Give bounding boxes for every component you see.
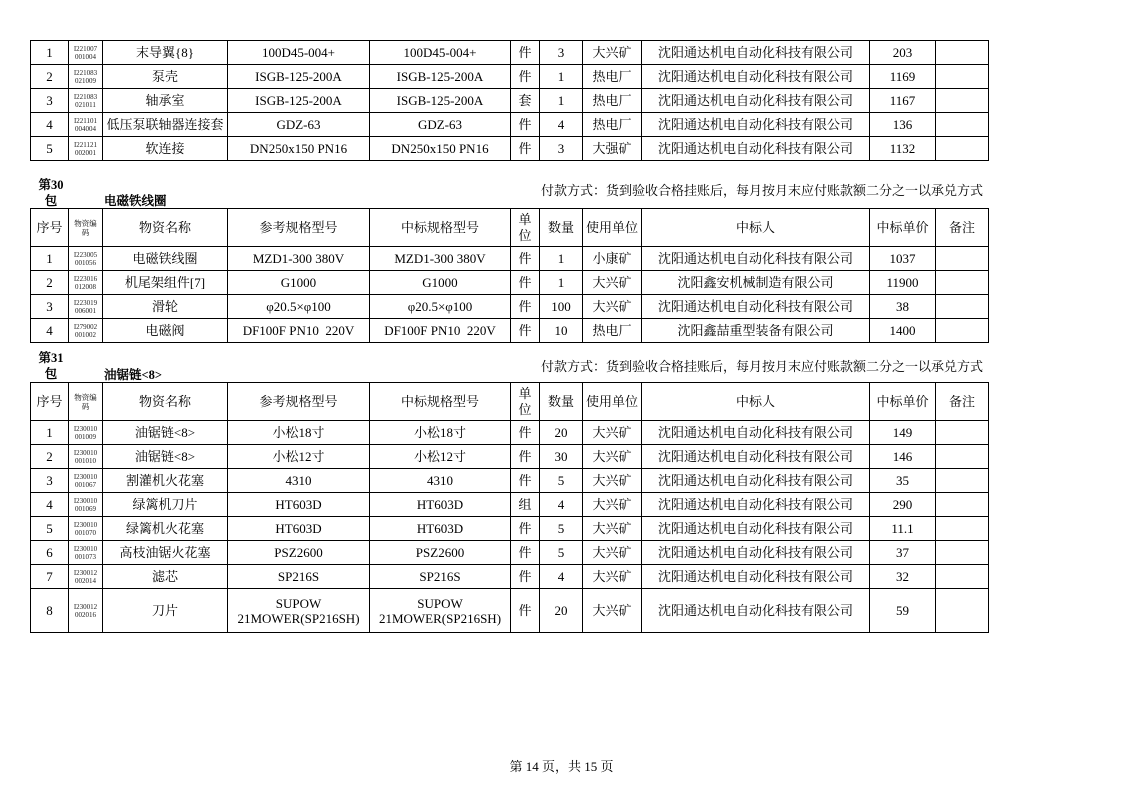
bid-spec-header: 中标规格型号 — [370, 383, 511, 421]
seq-cell: 2 — [31, 445, 69, 469]
bid-spec-cell: HT603D — [370, 493, 511, 517]
winner-cell: 沈阳通达机电自动化科技有限公司 — [642, 113, 870, 137]
qty-cell: 20 — [540, 421, 583, 445]
user-unit-cell: 大兴矿 — [583, 421, 642, 445]
name-cell: 刀片 — [103, 589, 228, 633]
ref-spec-cell: DN250x150 PN16 — [228, 137, 370, 161]
winner-cell: 沈阳通达机电自动化科技有限公司 — [642, 89, 870, 113]
seq-cell: 2 — [31, 65, 69, 89]
remark-cell — [936, 319, 989, 343]
name-cell: 滑轮 — [103, 295, 228, 319]
table-row — [31, 113, 989, 137]
code-cell: I230010 001067 — [69, 469, 103, 493]
code-cell: I221083 021009 — [69, 65, 103, 89]
qty-cell: 4 — [540, 493, 583, 517]
ref-spec-cell: MZD1-300 380V — [228, 247, 370, 271]
table-row — [31, 137, 989, 161]
unit-cell: 件 — [511, 589, 540, 633]
bid-spec-cell: DF100F PN10 220V — [370, 319, 511, 343]
unit-cell: 件 — [511, 517, 540, 541]
payment-terms: 付款方式：货到验收合格挂账后，每月按月末应付账款额二分之一以承兑方式 — [541, 359, 984, 374]
code-cell: I230012 002014 — [69, 565, 103, 589]
qty-cell: 1 — [540, 271, 583, 295]
price-cell: 136 — [870, 113, 936, 137]
package-bao-label: 包 — [44, 367, 58, 381]
seq-cell: 7 — [31, 565, 69, 589]
winner-header: 中标人 — [642, 383, 870, 421]
price-cell: 203 — [870, 41, 936, 65]
table-row — [31, 493, 989, 517]
user-unit-header: 使用单位 — [583, 209, 642, 247]
name-cell: 电磁铁线圈 — [103, 247, 228, 271]
price-cell: 35 — [870, 469, 936, 493]
bid-spec-cell: SP216S — [370, 565, 511, 589]
remark-header: 备注 — [936, 383, 989, 421]
price-cell: 1037 — [870, 247, 936, 271]
price-cell: 1400 — [870, 319, 936, 343]
price-cell: 149 — [870, 421, 936, 445]
bid-spec-cell: ISGB-125-200A — [370, 65, 511, 89]
user-unit-cell: 小康矿 — [583, 247, 642, 271]
name-cell: 电磁阀 — [103, 319, 228, 343]
bid-spec-cell: PSZ2600 — [370, 541, 511, 565]
bid-spec-cell: SUPOW 21MOWER(SP216SH) — [370, 589, 511, 633]
qty-cell: 3 — [540, 137, 583, 161]
qty-cell: 30 — [540, 445, 583, 469]
unit-cell: 套 — [511, 89, 540, 113]
remark-header: 备注 — [936, 209, 989, 247]
table-row — [31, 295, 989, 319]
code-cell: I230010 001009 — [69, 421, 103, 445]
remark-cell — [936, 271, 989, 295]
ref-spec-cell: HT603D — [228, 517, 370, 541]
ref-spec-cell: G1000 — [228, 271, 370, 295]
ref-spec-header: 参考规格型号 — [228, 209, 370, 247]
unit-cell: 件 — [511, 565, 540, 589]
ref-spec-cell: GDZ-63 — [228, 113, 370, 137]
unit-cell: 件 — [511, 247, 540, 271]
table-row — [31, 541, 989, 565]
table-row — [31, 565, 989, 589]
price-cell: 1169 — [870, 65, 936, 89]
package-bao-label: 包 — [44, 194, 58, 208]
bid-spec-cell: 100D45-004+ — [370, 41, 511, 65]
ref-spec-cell: DF100F PN10 220V — [228, 319, 370, 343]
remark-cell — [936, 137, 989, 161]
code-cell: I221121 002001 — [69, 137, 103, 161]
remark-cell — [936, 517, 989, 541]
unit-cell: 组 — [511, 493, 540, 517]
payment-terms: 付款方式：货到验收合格挂账后，每月按月末应付账款额二分之一以承兑方式 — [541, 183, 984, 198]
seq-cell: 1 — [31, 421, 69, 445]
code-cell: I230010 001070 — [69, 517, 103, 541]
ref-spec-cell: SUPOW 21MOWER(SP216SH) — [228, 589, 370, 633]
remark-cell — [936, 589, 989, 633]
seq-header: 序号 — [31, 383, 69, 421]
user-unit-cell: 热电厂 — [583, 113, 642, 137]
seq-cell: 1 — [31, 41, 69, 65]
price-cell: 146 — [870, 445, 936, 469]
user-unit-cell: 大强矿 — [583, 137, 642, 161]
user-unit-cell: 大兴矿 — [583, 41, 642, 65]
user-unit-cell: 热电厂 — [583, 65, 642, 89]
name-cell: 油锯链<8> — [103, 445, 228, 469]
winner-cell: 沈阳通达机电自动化科技有限公司 — [642, 493, 870, 517]
code-cell: I223016 012008 — [69, 271, 103, 295]
ref-spec-header: 参考规格型号 — [228, 383, 370, 421]
bid-spec-cell: HT603D — [370, 517, 511, 541]
unit-cell: 件 — [511, 469, 540, 493]
name-cell: 泵壳 — [103, 65, 228, 89]
price-cell: 37 — [870, 541, 936, 565]
package-31-table — [30, 382, 989, 633]
user-unit-cell: 大兴矿 — [583, 469, 642, 493]
package-number — [33, 350, 69, 382]
unit-cell: 件 — [511, 113, 540, 137]
package-number-label: 第31 — [38, 351, 64, 365]
bid-spec-cell: 4310 — [370, 469, 511, 493]
name-cell: 滤芯 — [103, 565, 228, 589]
ref-spec-cell: 小松12寸 — [228, 445, 370, 469]
name-cell: 割灌机火花塞 — [103, 469, 228, 493]
table-header-row — [31, 209, 989, 247]
ref-spec-cell: SP216S — [228, 565, 370, 589]
price-cell: 38 — [870, 295, 936, 319]
name-cell: 软连接 — [103, 137, 228, 161]
bid-spec-cell: DN250x150 PN16 — [370, 137, 511, 161]
bid-spec-header: 中标规格型号 — [370, 209, 511, 247]
unit-cell: 件 — [511, 41, 540, 65]
remark-cell — [936, 541, 989, 565]
code-cell: I221007 001004 — [69, 41, 103, 65]
table-row — [31, 41, 989, 65]
unit-cell: 件 — [511, 445, 540, 469]
remark-cell — [936, 41, 989, 65]
qty-cell: 4 — [540, 113, 583, 137]
unit-cell: 件 — [511, 295, 540, 319]
winner-cell: 沈阳鑫喆重型装备有限公司 — [642, 319, 870, 343]
unit-header — [511, 209, 540, 247]
table-row — [31, 319, 989, 343]
winner-cell: 沈阳通达机电自动化科技有限公司 — [642, 565, 870, 589]
user-unit-cell: 大兴矿 — [583, 271, 642, 295]
name-cell: 低压泵联轴器连接套 — [103, 113, 228, 137]
unit-cell: 件 — [511, 541, 540, 565]
name-cell: 油锯链<8> — [103, 421, 228, 445]
unit-header-label: 单位 — [518, 385, 532, 417]
table-row — [31, 517, 989, 541]
price-cell: 1132 — [870, 137, 936, 161]
seq-header: 序号 — [31, 209, 69, 247]
qty-cell: 1 — [540, 89, 583, 113]
name-cell: 轴承室 — [103, 89, 228, 113]
code-header — [69, 383, 103, 421]
seq-cell: 3 — [31, 89, 69, 113]
package-name: 油锯链<8> — [104, 368, 162, 382]
user-unit-cell: 大兴矿 — [583, 295, 642, 319]
seq-cell: 4 — [31, 319, 69, 343]
table-row — [31, 445, 989, 469]
unit-header — [511, 383, 540, 421]
winner-cell: 沈阳通达机电自动化科技有限公司 — [642, 137, 870, 161]
price-header: 中标单价 — [870, 209, 936, 247]
ref-spec-cell: 4310 — [228, 469, 370, 493]
price-cell: 11.1 — [870, 517, 936, 541]
seq-cell: 5 — [31, 137, 69, 161]
code-cell: I230012 002016 — [69, 589, 103, 633]
code-cell: I223005 001056 — [69, 247, 103, 271]
bid-spec-cell: φ20.5×φ100 — [370, 295, 511, 319]
ref-spec-cell: PSZ2600 — [228, 541, 370, 565]
ref-spec-cell: 100D45-004+ — [228, 41, 370, 65]
qty-header: 数量 — [540, 209, 583, 247]
winner-cell: 沈阳通达机电自动化科技有限公司 — [642, 41, 870, 65]
winner-cell: 沈阳鑫安机械制造有限公司 — [642, 271, 870, 295]
code-header-label: 物资编码 — [74, 392, 97, 411]
unit-cell: 件 — [511, 65, 540, 89]
remark-cell — [936, 421, 989, 445]
qty-cell: 20 — [540, 589, 583, 633]
qty-cell: 1 — [540, 247, 583, 271]
ref-spec-cell: φ20.5×φ100 — [228, 295, 370, 319]
ref-spec-cell: ISGB-125-200A — [228, 89, 370, 113]
remark-cell — [936, 445, 989, 469]
qty-cell: 3 — [540, 41, 583, 65]
table-header-row — [31, 383, 989, 421]
price-cell: 11900 — [870, 271, 936, 295]
name-cell: 绿篱机刀片 — [103, 493, 228, 517]
winner-cell: 沈阳通达机电自动化科技有限公司 — [642, 445, 870, 469]
ref-spec-cell: 小松18寸 — [228, 421, 370, 445]
qty-cell: 4 — [540, 565, 583, 589]
winner-header: 中标人 — [642, 209, 870, 247]
winner-cell: 沈阳通达机电自动化科技有限公司 — [642, 469, 870, 493]
unit-header-label: 单位 — [518, 211, 532, 243]
seq-cell: 3 — [31, 469, 69, 493]
price-cell: 290 — [870, 493, 936, 517]
table-row — [31, 421, 989, 445]
remark-cell — [936, 493, 989, 517]
page-number-footer: 第 14 页，共 15 页 — [509, 759, 614, 774]
user-unit-cell: 大兴矿 — [583, 541, 642, 565]
code-header — [69, 209, 103, 247]
unit-cell: 件 — [511, 137, 540, 161]
qty-cell: 5 — [540, 517, 583, 541]
unit-cell: 件 — [511, 271, 540, 295]
qty-header: 数量 — [540, 383, 583, 421]
name-cell: 绿篱机火花塞 — [103, 517, 228, 541]
price-cell: 59 — [870, 589, 936, 633]
seq-cell: 4 — [31, 493, 69, 517]
name-cell: 高枝油锯火花塞 — [103, 541, 228, 565]
bid-spec-cell: 小松12寸 — [370, 445, 511, 469]
package-30-table — [30, 208, 989, 343]
user-unit-cell: 大兴矿 — [583, 517, 642, 541]
remark-cell — [936, 113, 989, 137]
table-row — [31, 589, 989, 633]
remark-cell — [936, 565, 989, 589]
name-header: 物资名称 — [103, 209, 228, 247]
user-unit-cell: 大兴矿 — [583, 589, 642, 633]
continued-items-table — [30, 40, 989, 161]
bid-spec-cell: ISGB-125-200A — [370, 89, 511, 113]
remark-cell — [936, 247, 989, 271]
ref-spec-cell: ISGB-125-200A — [228, 65, 370, 89]
package-number — [33, 177, 69, 209]
remark-cell — [936, 469, 989, 493]
price-header: 中标单价 — [870, 383, 936, 421]
winner-cell: 沈阳通达机电自动化科技有限公司 — [642, 295, 870, 319]
name-cell: 机尾架组件[7] — [103, 271, 228, 295]
winner-cell: 沈阳通达机电自动化科技有限公司 — [642, 65, 870, 89]
package-number-label: 第30 — [38, 178, 64, 192]
bid-spec-cell: 小松18寸 — [370, 421, 511, 445]
seq-cell: 2 — [31, 271, 69, 295]
bid-spec-cell: GDZ-63 — [370, 113, 511, 137]
winner-cell: 沈阳通达机电自动化科技有限公司 — [642, 541, 870, 565]
seq-cell: 8 — [31, 589, 69, 633]
qty-cell: 5 — [540, 469, 583, 493]
remark-cell — [936, 295, 989, 319]
seq-cell: 5 — [31, 517, 69, 541]
code-header-label: 物资编码 — [74, 218, 97, 237]
qty-cell: 5 — [540, 541, 583, 565]
qty-cell: 1 — [540, 65, 583, 89]
name-header: 物资名称 — [103, 383, 228, 421]
table-row — [31, 65, 989, 89]
price-cell: 32 — [870, 565, 936, 589]
code-cell: I230010 001073 — [69, 541, 103, 565]
bid-spec-cell: MZD1-300 380V — [370, 247, 511, 271]
remark-cell — [936, 89, 989, 113]
code-cell: I230010 001010 — [69, 445, 103, 469]
seq-cell: 1 — [31, 247, 69, 271]
user-unit-cell: 热电厂 — [583, 89, 642, 113]
code-cell: I221101 004004 — [69, 113, 103, 137]
table-row — [31, 89, 989, 113]
code-cell: I279002 001002 — [69, 319, 103, 343]
seq-cell: 6 — [31, 541, 69, 565]
winner-cell: 沈阳通达机电自动化科技有限公司 — [642, 517, 870, 541]
user-unit-cell: 大兴矿 — [583, 445, 642, 469]
seq-cell: 3 — [31, 295, 69, 319]
seq-cell: 4 — [31, 113, 69, 137]
code-cell: I223019 006001 — [69, 295, 103, 319]
unit-cell: 件 — [511, 319, 540, 343]
price-cell: 1167 — [870, 89, 936, 113]
user-unit-cell: 热电厂 — [583, 319, 642, 343]
package-name: 电磁铁线圈 — [104, 194, 167, 208]
user-unit-cell: 大兴矿 — [583, 565, 642, 589]
table-row — [31, 469, 989, 493]
ref-spec-cell: HT603D — [228, 493, 370, 517]
winner-cell: 沈阳通达机电自动化科技有限公司 — [642, 589, 870, 633]
code-cell: I221083 021011 — [69, 89, 103, 113]
user-unit-cell: 大兴矿 — [583, 493, 642, 517]
winner-cell: 沈阳通达机电自动化科技有限公司 — [642, 421, 870, 445]
code-cell: I230010 001069 — [69, 493, 103, 517]
unit-cell: 件 — [511, 421, 540, 445]
table-row — [31, 247, 989, 271]
name-cell: 末导翼{8} — [103, 41, 228, 65]
remark-cell — [936, 65, 989, 89]
qty-cell: 10 — [540, 319, 583, 343]
user-unit-header: 使用单位 — [583, 383, 642, 421]
table-row — [31, 271, 989, 295]
qty-cell: 100 — [540, 295, 583, 319]
bid-spec-cell: G1000 — [370, 271, 511, 295]
winner-cell: 沈阳通达机电自动化科技有限公司 — [642, 247, 870, 271]
